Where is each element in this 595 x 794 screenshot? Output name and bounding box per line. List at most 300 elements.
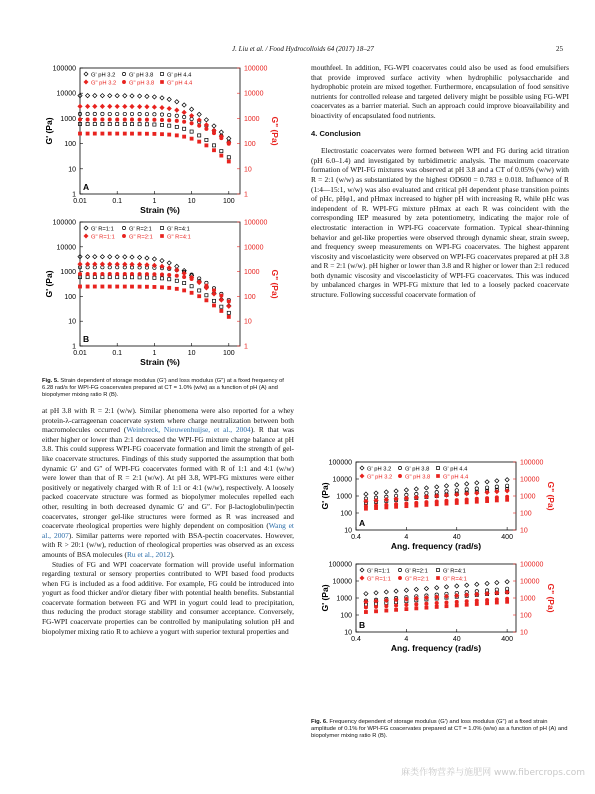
data-point	[437, 467, 440, 470]
y-tick-label: 100000	[328, 561, 352, 569]
data-point	[398, 474, 401, 477]
data-point	[145, 118, 148, 121]
data-point	[93, 112, 96, 115]
data-point	[153, 273, 156, 276]
data-point	[465, 488, 468, 491]
legend-label: G" pH 3.2	[91, 80, 117, 87]
data-point	[168, 278, 171, 281]
data-point	[227, 300, 230, 303]
data-point	[116, 112, 119, 115]
data-point	[108, 118, 111, 121]
data-point	[145, 94, 149, 98]
x-axis-label: Ang. frequency (rad/s)	[390, 541, 482, 551]
data-point	[465, 603, 468, 606]
x-tick-label: 40	[452, 636, 461, 643]
x-tick-label: 0.1	[112, 198, 123, 205]
data-point	[183, 289, 186, 292]
y2-axis-label: G" (Pa)	[270, 269, 280, 299]
data-point	[93, 104, 97, 108]
data-point	[130, 285, 133, 288]
data-point	[93, 285, 96, 288]
data-point	[108, 255, 112, 259]
data-point	[130, 104, 134, 108]
data-point	[205, 299, 208, 302]
data-point	[435, 503, 438, 506]
y-tick-label: 1000	[60, 269, 76, 277]
journal-citation: J. Liu et al. / Food Hydrocolloids 64 (2017) 18–27	[232, 45, 374, 53]
data-point	[85, 262, 89, 266]
legend-label: G' R=2:1	[405, 568, 428, 575]
data-point	[137, 104, 141, 108]
y-tick-label: 1000	[60, 115, 76, 123]
y2-tick-label: 10	[244, 318, 252, 326]
y2-tick-label: 100	[244, 141, 256, 149]
legend-label: G" R=2:1	[129, 234, 153, 241]
citation-link[interactable]: Wang et al., 2007	[42, 521, 294, 540]
x-tick-label: 0.01	[73, 350, 87, 357]
y-tick-label: 10	[344, 527, 352, 535]
data-point	[505, 580, 509, 584]
data-point	[374, 506, 377, 509]
data-point	[495, 598, 498, 601]
data-point	[116, 132, 119, 135]
data-point	[398, 576, 401, 579]
panel-label: A	[359, 518, 366, 528]
data-point	[227, 311, 230, 314]
x-tick-label: 10	[187, 350, 196, 357]
data-point	[505, 478, 509, 482]
data-point	[465, 482, 469, 486]
data-point	[404, 588, 408, 592]
y2-tick-label: 1000	[244, 115, 260, 123]
data-point	[220, 305, 223, 308]
data-point	[130, 276, 133, 279]
data-point	[183, 281, 186, 284]
legend-label: G' pH 4.4	[167, 72, 192, 79]
y2-tick-label: 10000	[244, 90, 264, 98]
data-point	[137, 94, 141, 98]
x-tick-label: 100	[222, 350, 235, 357]
legend-label: G' pH 3.8	[129, 72, 154, 79]
y2-tick-label: 1000	[244, 269, 260, 277]
y2-axis-label: G" (Pa)	[270, 116, 280, 146]
legend-label: G' pH 3.8	[405, 466, 430, 473]
data-point	[197, 112, 201, 116]
left-column-text	[42, 406, 294, 636]
data-point	[123, 272, 126, 275]
x-tick-label: 40	[452, 534, 461, 541]
data-point	[360, 466, 364, 470]
data-point	[108, 285, 111, 288]
data-point	[123, 118, 126, 121]
y-tick-label: 10000	[332, 578, 352, 586]
data-point	[78, 262, 82, 266]
figure-5-label: Fig. 5.	[42, 378, 59, 384]
data-point	[130, 118, 133, 121]
y-tick-label: 1000	[336, 595, 352, 603]
data-point	[395, 505, 398, 508]
legend-label: G' R=1:1	[91, 226, 114, 233]
data-point	[444, 484, 448, 488]
y2-tick-label: 100	[520, 510, 532, 518]
data-point	[175, 279, 178, 282]
y-tick-label: 10	[344, 629, 352, 637]
data-point	[465, 583, 469, 587]
data-point	[198, 124, 201, 127]
data-point	[220, 150, 223, 153]
data-point	[220, 309, 223, 312]
y-tick-label: 1000	[336, 493, 352, 501]
data-point	[122, 226, 125, 229]
data-point	[78, 118, 81, 121]
y2-tick-label: 1000	[520, 595, 536, 603]
data-point	[394, 489, 398, 493]
data-point	[455, 483, 459, 487]
data-point	[395, 608, 398, 611]
y2-tick-label: 100000	[520, 459, 544, 467]
data-point	[108, 272, 111, 275]
data-point	[394, 589, 398, 593]
data-point	[145, 272, 148, 275]
panel-label: A	[83, 182, 90, 192]
data-point	[145, 123, 148, 126]
data-point	[205, 294, 208, 297]
legend-label: G' pH 4.4	[443, 466, 468, 473]
data-point	[435, 605, 438, 608]
legend-label: G" R=4:1	[443, 576, 467, 583]
data-point	[175, 125, 178, 128]
x-axis-label: Ang. frequency (rad/s)	[390, 643, 482, 653]
data-point	[78, 132, 81, 135]
legend-label: G' pH 3.2	[367, 466, 392, 473]
y2-axis-label: G" (Pa)	[546, 481, 556, 511]
data-point	[153, 285, 156, 288]
data-point	[116, 118, 119, 121]
data-point	[198, 140, 201, 143]
y2-tick-label: 1	[244, 191, 248, 199]
data-point	[108, 94, 112, 98]
x-tick-label: 10	[187, 198, 196, 205]
data-point	[227, 142, 230, 145]
data-point	[475, 602, 478, 605]
right-column-text	[311, 63, 569, 300]
data-point	[160, 96, 164, 100]
data-point	[100, 104, 104, 108]
data-point	[122, 234, 125, 237]
data-point	[485, 486, 488, 489]
x-axis-label: Strain (%)	[140, 357, 180, 367]
data-point	[485, 480, 489, 484]
y2-tick-label: 10	[244, 166, 252, 174]
data-point	[445, 601, 448, 604]
data-point	[398, 568, 401, 571]
data-point	[160, 259, 164, 263]
data-point	[85, 104, 89, 108]
y2-tick-label: 1	[244, 343, 248, 351]
panel-label: B	[83, 334, 90, 344]
data-point	[190, 137, 193, 140]
data-point	[415, 607, 418, 610]
data-point	[455, 600, 458, 603]
citation-link[interactable]: Weinbreck, Nieuwenhuijse, et al., 2004	[126, 425, 251, 435]
data-point	[86, 132, 89, 135]
data-point	[182, 103, 186, 107]
running-header	[0, 45, 595, 57]
data-point	[175, 108, 179, 112]
figure-5-caption	[42, 378, 294, 399]
data-point	[153, 113, 156, 116]
x-tick-label: 1	[152, 198, 157, 205]
data-point	[405, 603, 408, 606]
data-point	[123, 262, 127, 266]
y2-tick-label: 100	[520, 612, 532, 620]
data-point	[360, 576, 364, 580]
data-point	[435, 586, 439, 590]
data-point	[175, 268, 179, 272]
x-tick-label: 400	[501, 534, 513, 541]
data-point	[84, 226, 88, 230]
data-point	[364, 606, 367, 609]
data-point	[384, 590, 388, 594]
data-point	[445, 490, 448, 493]
watermark: 麻类作物营养与施肥网 www.fibercrops.com	[401, 768, 585, 778]
data-point	[424, 486, 428, 490]
x-tick-label: 100	[222, 198, 235, 205]
data-point	[85, 94, 89, 98]
data-point	[145, 112, 148, 115]
data-point	[116, 122, 119, 125]
data-point	[153, 132, 156, 135]
data-point	[86, 272, 89, 275]
data-point	[138, 272, 141, 275]
data-point	[364, 610, 367, 613]
data-point	[505, 484, 508, 487]
data-point	[153, 276, 156, 279]
data-point	[190, 130, 193, 133]
data-point	[138, 118, 141, 121]
data-point	[424, 586, 428, 590]
data-point	[85, 255, 89, 259]
data-point	[86, 112, 89, 115]
y-tick-label: 100	[340, 510, 352, 518]
figure-5-caption-text: Strain dependent of storage modulus (G′) and loss modulus (G″) at a fixed frequency of 6.28 rad/s for WPI-FG coacervates prepared at CT = 1.0% (w/w) as a function of pH (A) and biopolymer mixing ratio R (B).	[42, 378, 284, 398]
data-point	[212, 304, 215, 307]
data-point	[123, 285, 126, 288]
data-point	[212, 299, 215, 302]
data-point	[485, 598, 488, 601]
data-point	[205, 138, 208, 141]
data-point	[100, 94, 104, 98]
data-point	[78, 285, 81, 288]
legend-label: G" pH 4.4	[167, 80, 193, 87]
data-point	[183, 135, 186, 138]
data-point	[190, 122, 193, 125]
data-point	[475, 487, 478, 490]
y2-tick-label: 10	[520, 629, 528, 637]
data-point	[101, 285, 104, 288]
data-point	[374, 610, 377, 613]
data-point	[161, 235, 164, 238]
data-point	[190, 114, 194, 118]
data-point	[86, 285, 89, 288]
conclusion-paragraph: Electrostatic coacervates were formed between WPI and FG during acid titration (pH 6.0–1.4) and investigated by turbidimetric analysis. The maximum coacervate formation of WPI-FG mixtures was observed at pH 3.8 and a CT of 0.05% (w/w) with R = 2:1 (w/w) as substantiated by the highest OD600 = 0.783 ± 0.018. Influence of R (1:4—15:1, w/w) was also evaluated and critical pH dependent phase transition points of pHc, pHφ1, and pHmax increased to higher pH with increasing R, while pHc was independent of R. WPI-FG mixture pHmax at each R was coincident with the corresponding IEP measured by zeta potentiometry, indicating the major role of electrostatic interaction in WPI-FG coacervate formation. Typical shear-thinning behavior and gel-like properties were observed through dynamic shear, strain sweep, and frequency sweep measurements on WPI-FG coacervates. The highest apparent viscosity and viscoelasticity were observed on WPI-FG coacervates prepared at pH 3.8 and R = 2:1 (w/w). pH higher or lower than 3.8 and R higher or lower than 2:1 reduced both dynamic viscosity and viscoelasticity of WPI-FG coacervates. This was induced by unbalanced charges in WPI-FG mixture that led to a loosely packed coacervate structure. Following successful coacervate formation of	[311, 146, 569, 300]
data-point	[108, 122, 111, 125]
data-point	[93, 122, 96, 125]
data-point	[84, 234, 88, 238]
data-point	[205, 284, 208, 287]
y-tick-label: 100000	[328, 459, 352, 467]
data-point	[93, 118, 96, 121]
data-point	[115, 255, 119, 259]
data-point	[190, 291, 193, 294]
data-point	[101, 122, 104, 125]
data-point	[130, 132, 133, 135]
data-point	[414, 487, 418, 491]
data-point	[495, 485, 498, 488]
data-point	[205, 127, 208, 130]
page-number: 25	[556, 45, 563, 53]
data-point	[495, 479, 499, 483]
data-point	[227, 315, 230, 318]
figure-5a-strain-sweep-ph	[42, 62, 287, 222]
legend-label: G" pH 4.4	[443, 474, 469, 481]
data-point	[130, 262, 134, 266]
data-point	[360, 568, 364, 572]
y-tick-label: 100000	[52, 219, 76, 227]
y2-tick-label: 10	[520, 527, 528, 535]
y-tick-label: 100	[340, 612, 352, 620]
legend-label: G' R=1:1	[367, 568, 390, 575]
data-point	[84, 80, 88, 84]
plot-frame	[80, 222, 240, 346]
data-point	[475, 500, 478, 503]
paragraph: at pH 3.8 with R = 2:1 (w/w). Similar phenomena were also reported for a whey protein-λ-carrageenan coacervate system where charge neutralization between both macromolecules occurred (Weinbreck, Nieuwenhuijse, et al., 2004). R that was either higher or lower than 2:1 decreased the WPI-FG mixture charge balance at pH 3.8. This could suppress WPI-FG coacervate formation and limit the strength of gel-like coacervate structures. Findings of this study supported the assumption that both dynamic G′ and G″ of WPI-FG coacervates formed with R of 1:1 and 4:1 (w/w) were lower than that of R = 2:1 (w/w). At pH 3.8, WPI-FG mixtures were either positively or negatively charged with R of 1:1 or 4:1 (w/w), respectively. A loosely packed coacervate structure was formed as biopolymer molecules repelled each other, resulting in both decreased dynamic G′ and G″. For β-lactoglobulin/pectin coacervates, stronger gel-like structures were formed as R was increased and coacervate rheological properties were highly dependent on composition (Wang et al., 2007). Similar patterns were reported with BSA-pectin coacervates. However, with R > 20:1 (w/w), reduction of rheological properties was observed as an excess amounts of BSA molecules (Ru et al., 2012).	[42, 406, 295, 559]
data-point	[506, 498, 509, 501]
data-point	[130, 255, 134, 259]
legend-label: G' R=2:1	[129, 226, 152, 233]
data-point	[360, 474, 364, 478]
data-point	[145, 132, 148, 135]
data-point	[167, 97, 171, 101]
data-point	[445, 605, 448, 608]
data-point	[495, 499, 498, 502]
data-point	[108, 132, 111, 135]
data-point	[122, 80, 125, 83]
data-point	[385, 609, 388, 612]
data-point	[475, 599, 478, 602]
citation-link[interactable]: Ru et al., 2012	[127, 549, 171, 559]
data-point	[123, 122, 126, 125]
legend-label: G' pH 3.2	[91, 72, 116, 79]
data-point	[167, 106, 171, 110]
data-series	[78, 285, 230, 318]
data-point	[435, 485, 439, 489]
data-point	[168, 119, 171, 122]
data-point	[152, 105, 156, 109]
data-point	[364, 507, 367, 510]
data-point	[415, 504, 418, 507]
data-point	[86, 122, 89, 125]
x-tick-label: 0.4	[351, 636, 361, 643]
data-series	[78, 132, 230, 163]
data-point	[190, 285, 193, 288]
data-point	[161, 73, 164, 76]
data-point	[175, 100, 179, 104]
data-point	[123, 94, 127, 98]
data-point	[138, 132, 141, 135]
data-point	[168, 286, 171, 289]
data-point	[227, 160, 230, 163]
data-point	[212, 149, 215, 152]
data-point	[475, 582, 479, 586]
x-tick-label: 0.1	[112, 350, 123, 357]
y2-tick-label: 100000	[244, 65, 268, 73]
data-point	[205, 144, 208, 147]
data-point	[138, 285, 141, 288]
paragraph: Studies of FG and WPI coacervate formation will provide useful information regarding textural or sensory properties contributed to WPI based food products when FG is included as a food additive. For example, FG could be introduced into yogurt as food thicker and/or dietary fiber with potential health benefits. Substantial coacervate formation between FG and WPI in yogurt could lead to precipitation, thus reducing the product storage stability and consumer acceptance. Conversely, FG-WPI coacervate properties can be controlled by manipulating solution pH and biopolymer mixing ratio R to achieve a yogurt with superior textural properties and	[42, 559, 294, 636]
data-point	[445, 502, 448, 505]
data-point	[100, 262, 104, 266]
data-point	[444, 585, 448, 589]
y-tick-label: 10000	[56, 244, 76, 252]
y-tick-label: 1	[72, 191, 76, 199]
data-point	[161, 227, 164, 230]
data-point	[398, 466, 401, 469]
data-point	[455, 501, 458, 504]
y-axis-label: G' (Pa)	[320, 584, 330, 612]
data-point	[152, 257, 156, 261]
data-point	[168, 273, 171, 276]
data-point	[404, 488, 408, 492]
x-axis-label: Strain (%)	[140, 205, 180, 215]
data-point	[198, 280, 201, 283]
data-point	[385, 604, 388, 607]
data-point	[183, 127, 186, 130]
data-point	[138, 112, 141, 115]
x-tick-label: 1	[152, 350, 157, 357]
data-point	[78, 272, 81, 275]
legend-label: G" R=1:1	[367, 576, 391, 583]
x-tick-label: 0.4	[351, 534, 361, 541]
data-point	[93, 132, 96, 135]
data-point	[212, 131, 215, 134]
data-point	[220, 136, 223, 139]
legend-label: G" R=4:1	[167, 234, 191, 241]
data-point	[227, 156, 230, 159]
data-point	[137, 255, 141, 259]
data-point	[384, 490, 388, 494]
data-point	[364, 492, 368, 496]
data-point	[425, 602, 428, 605]
data-point	[100, 255, 104, 259]
data-point	[108, 262, 112, 266]
data-point	[108, 104, 112, 108]
y-tick-label: 100000	[52, 65, 76, 73]
data-point	[405, 505, 408, 508]
legend-label: G" pH 3.8	[405, 474, 431, 481]
data-point	[190, 107, 194, 111]
data-point	[138, 123, 141, 126]
data-point	[160, 113, 163, 116]
data-point	[465, 600, 468, 603]
panel-label: B	[359, 620, 366, 630]
data-point	[415, 603, 418, 606]
y-tick-label: 1	[72, 343, 76, 351]
y-axis-label: G' (Pa)	[44, 270, 54, 298]
data-point	[485, 581, 489, 585]
data-point	[115, 262, 119, 266]
data-point	[130, 123, 133, 126]
